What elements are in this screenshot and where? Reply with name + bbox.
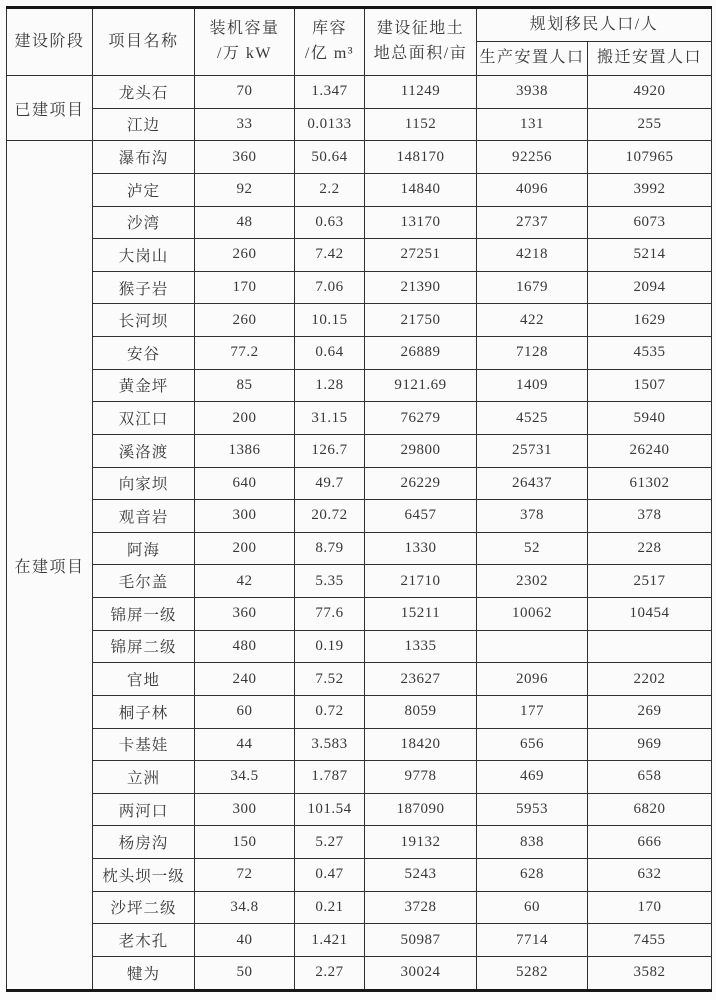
land-cell: 18420 bbox=[365, 728, 477, 761]
production-cell: 4218 bbox=[477, 239, 588, 272]
capacity-cell: 360 bbox=[195, 598, 295, 631]
land-cell: 14840 bbox=[365, 173, 477, 206]
relocation-cell: 107965 bbox=[588, 141, 712, 174]
capacity-cell: 300 bbox=[195, 793, 295, 826]
land-header-line2: 地总面积/亩 bbox=[373, 45, 468, 62]
production-cell: 469 bbox=[477, 761, 588, 794]
project-name-cell: 立洲 bbox=[93, 761, 195, 794]
table-row bbox=[7, 793, 712, 826]
project-name-cell: 锦屏二级 bbox=[93, 630, 195, 663]
stage-cell: 已建项目 bbox=[7, 76, 93, 141]
project-name-cell: 大岗山 bbox=[93, 239, 195, 272]
relocation-cell: 3992 bbox=[588, 173, 712, 206]
relocation-cell: 3582 bbox=[588, 956, 712, 990]
land-cell: 21750 bbox=[365, 304, 477, 337]
relocation-cell: 2517 bbox=[588, 565, 712, 598]
production-cell: 131 bbox=[477, 108, 588, 141]
project-name-cell: 长河坝 bbox=[93, 304, 195, 337]
reservoir-cell: 5.27 bbox=[295, 826, 365, 859]
table-row bbox=[7, 271, 712, 304]
capacity-cell: 48 bbox=[195, 206, 295, 239]
production-cell: 2302 bbox=[477, 565, 588, 598]
project-name-cell: 观音岩 bbox=[93, 500, 195, 533]
project-name-cell: 杨房沟 bbox=[93, 826, 195, 859]
land-cell: 1335 bbox=[365, 630, 477, 663]
reservoir-cell: 3.583 bbox=[295, 728, 365, 761]
project-name-cell: 卡基娃 bbox=[93, 728, 195, 761]
production-cell: 422 bbox=[477, 304, 588, 337]
production-cell: 2737 bbox=[477, 206, 588, 239]
table-body bbox=[7, 76, 712, 991]
col-header-production-population: 生产安置人口 bbox=[477, 42, 588, 76]
land-cell: 29800 bbox=[365, 434, 477, 467]
stage-cell: 在建项目 bbox=[7, 141, 93, 991]
land-cell: 23627 bbox=[365, 663, 477, 696]
land-cell: 21710 bbox=[365, 565, 477, 598]
project-name-cell: 溪洛渡 bbox=[93, 434, 195, 467]
relocation-cell: 10454 bbox=[588, 598, 712, 631]
relocation-cell: 1507 bbox=[588, 369, 712, 402]
project-name-cell: 桐子林 bbox=[93, 695, 195, 728]
capacity-cell: 50 bbox=[195, 956, 295, 990]
table-row bbox=[7, 337, 712, 370]
production-cell: 378 bbox=[477, 500, 588, 533]
reservoir-cell: 0.47 bbox=[295, 859, 365, 892]
capacity-cell: 150 bbox=[195, 826, 295, 859]
land-cell: 27251 bbox=[365, 239, 477, 272]
capacity-header-line2: /万 kW bbox=[216, 45, 273, 62]
table-row bbox=[7, 630, 712, 663]
capacity-cell: 200 bbox=[195, 402, 295, 435]
land-cell: 148170 bbox=[365, 141, 477, 174]
col-header-land-area bbox=[365, 8, 477, 76]
production-cell: 26437 bbox=[477, 467, 588, 500]
capacity-cell: 40 bbox=[195, 924, 295, 957]
reservoir-cell: 7.06 bbox=[295, 271, 365, 304]
table-row bbox=[7, 500, 712, 533]
project-name-cell: 双江口 bbox=[93, 402, 195, 435]
relocation-cell: 658 bbox=[588, 761, 712, 794]
table-row bbox=[7, 173, 712, 206]
header-row-top bbox=[7, 8, 712, 42]
table-row bbox=[7, 663, 712, 696]
relocation-cell: 6073 bbox=[588, 206, 712, 239]
land-cell: 8059 bbox=[365, 695, 477, 728]
project-name-cell: 向家坝 bbox=[93, 467, 195, 500]
capacity-cell: 60 bbox=[195, 695, 295, 728]
table-row bbox=[7, 761, 712, 794]
project-name-cell: 猴子岩 bbox=[93, 271, 195, 304]
relocation-cell: 4920 bbox=[588, 76, 712, 109]
capacity-cell: 480 bbox=[195, 630, 295, 663]
relocation-cell: 632 bbox=[588, 859, 712, 892]
land-cell: 5243 bbox=[365, 859, 477, 892]
project-name-cell: 沙坪二级 bbox=[93, 891, 195, 924]
table-row bbox=[7, 956, 712, 990]
project-name-cell: 沙湾 bbox=[93, 206, 195, 239]
reservoir-cell: 0.21 bbox=[295, 891, 365, 924]
project-name-cell: 安谷 bbox=[93, 337, 195, 370]
capacity-cell: 200 bbox=[195, 532, 295, 565]
relocation-cell: 7455 bbox=[588, 924, 712, 957]
table-row bbox=[7, 108, 712, 141]
project-name-cell: 老木孔 bbox=[93, 924, 195, 957]
table-row bbox=[7, 402, 712, 435]
capacity-cell: 240 bbox=[195, 663, 295, 696]
production-cell: 7714 bbox=[477, 924, 588, 957]
table-row bbox=[7, 76, 712, 109]
production-cell: 5282 bbox=[477, 956, 588, 990]
col-header-project-name: 项目名称 bbox=[93, 8, 195, 76]
relocation-cell bbox=[588, 630, 712, 663]
relocation-cell: 2202 bbox=[588, 663, 712, 696]
capacity-cell: 34.8 bbox=[195, 891, 295, 924]
project-name-cell: 枕头坝一级 bbox=[93, 859, 195, 892]
relocation-cell: 5940 bbox=[588, 402, 712, 435]
reservoir-cell: 1.28 bbox=[295, 369, 365, 402]
production-cell: 1409 bbox=[477, 369, 588, 402]
project-name-cell: 阿海 bbox=[93, 532, 195, 565]
capacity-header-line1: 装机容量 bbox=[209, 20, 280, 38]
production-cell: 628 bbox=[477, 859, 588, 892]
reservoir-cell: 10.15 bbox=[295, 304, 365, 337]
relocation-cell: 26240 bbox=[588, 434, 712, 467]
capacity-cell: 1386 bbox=[195, 434, 295, 467]
capacity-cell: 300 bbox=[195, 500, 295, 533]
table-row bbox=[7, 467, 712, 500]
reservoir-cell: 0.0133 bbox=[295, 108, 365, 141]
reservoir-cell: 1.421 bbox=[295, 924, 365, 957]
reservoir-cell: 7.52 bbox=[295, 663, 365, 696]
project-name-cell: 两河口 bbox=[93, 793, 195, 826]
capacity-cell: 260 bbox=[195, 304, 295, 337]
hydropower-resettlement-table bbox=[6, 6, 712, 992]
capacity-cell: 70 bbox=[195, 76, 295, 109]
production-cell: 7128 bbox=[477, 337, 588, 370]
table-row bbox=[7, 695, 712, 728]
production-cell: 92256 bbox=[477, 141, 588, 174]
capacity-cell: 42 bbox=[195, 565, 295, 598]
land-cell: 21390 bbox=[365, 271, 477, 304]
production-cell: 60 bbox=[477, 891, 588, 924]
reservoir-cell: 50.64 bbox=[295, 141, 365, 174]
reservoir-cell: 0.64 bbox=[295, 337, 365, 370]
table-row bbox=[7, 598, 712, 631]
reservoir-cell: 49.7 bbox=[295, 467, 365, 500]
production-cell: 656 bbox=[477, 728, 588, 761]
relocation-cell: 5214 bbox=[588, 239, 712, 272]
reservoir-cell: 2.27 bbox=[295, 956, 365, 990]
capacity-cell: 260 bbox=[195, 239, 295, 272]
reservoir-cell: 0.63 bbox=[295, 206, 365, 239]
capacity-cell: 34.5 bbox=[195, 761, 295, 794]
land-cell: 26229 bbox=[365, 467, 477, 500]
table-row bbox=[7, 141, 712, 174]
table-row bbox=[7, 565, 712, 598]
project-name-cell: 泸定 bbox=[93, 173, 195, 206]
relocation-cell: 378 bbox=[588, 500, 712, 533]
relocation-cell: 1629 bbox=[588, 304, 712, 337]
capacity-cell: 170 bbox=[195, 271, 295, 304]
col-header-installed-capacity bbox=[195, 8, 295, 76]
table-row bbox=[7, 206, 712, 239]
relocation-cell: 269 bbox=[588, 695, 712, 728]
col-header-stage: 建设阶段 bbox=[7, 8, 93, 76]
col-header-resettlement-group: 规划移民人口/人 bbox=[477, 8, 712, 42]
production-cell: 1679 bbox=[477, 271, 588, 304]
table-header bbox=[7, 8, 712, 76]
project-name-cell: 瀑布沟 bbox=[93, 141, 195, 174]
production-cell: 2096 bbox=[477, 663, 588, 696]
production-cell: 25731 bbox=[477, 434, 588, 467]
relocation-cell: 170 bbox=[588, 891, 712, 924]
production-cell: 3938 bbox=[477, 76, 588, 109]
col-header-reservoir-capacity bbox=[295, 8, 365, 76]
land-cell: 19132 bbox=[365, 826, 477, 859]
land-header-line1: 建设征地土 bbox=[376, 20, 465, 38]
project-name-cell: 龙头石 bbox=[93, 76, 195, 109]
land-cell: 1152 bbox=[365, 108, 477, 141]
table-row bbox=[7, 924, 712, 957]
reservoir-cell: 1.787 bbox=[295, 761, 365, 794]
reservoir-cell: 2.2 bbox=[295, 173, 365, 206]
table-row bbox=[7, 826, 712, 859]
production-cell: 838 bbox=[477, 826, 588, 859]
reservoir-cell: 8.79 bbox=[295, 532, 365, 565]
table-row bbox=[7, 369, 712, 402]
reservoir-header-line1: 库容 bbox=[311, 20, 347, 38]
capacity-cell: 640 bbox=[195, 467, 295, 500]
capacity-cell: 33 bbox=[195, 108, 295, 141]
reservoir-cell: 5.35 bbox=[295, 565, 365, 598]
production-cell: 177 bbox=[477, 695, 588, 728]
land-cell: 76279 bbox=[365, 402, 477, 435]
reservoir-cell: 0.19 bbox=[295, 630, 365, 663]
table-row bbox=[7, 304, 712, 337]
capacity-cell: 85 bbox=[195, 369, 295, 402]
land-cell: 15211 bbox=[365, 598, 477, 631]
table-row bbox=[7, 891, 712, 924]
project-name-cell: 江边 bbox=[93, 108, 195, 141]
relocation-cell: 228 bbox=[588, 532, 712, 565]
land-cell: 50987 bbox=[365, 924, 477, 957]
production-cell: 10062 bbox=[477, 598, 588, 631]
land-cell: 187090 bbox=[365, 793, 477, 826]
reservoir-cell: 20.72 bbox=[295, 500, 365, 533]
table-row bbox=[7, 532, 712, 565]
relocation-cell: 666 bbox=[588, 826, 712, 859]
relocation-cell: 61302 bbox=[588, 467, 712, 500]
col-header-relocation-population: 搬迁安置人口 bbox=[588, 42, 712, 76]
project-name-cell: 毛尔盖 bbox=[93, 565, 195, 598]
table-row bbox=[7, 728, 712, 761]
production-cell: 52 bbox=[477, 532, 588, 565]
land-cell: 13170 bbox=[365, 206, 477, 239]
project-name-cell: 犍为 bbox=[93, 956, 195, 990]
table-row bbox=[7, 859, 712, 892]
capacity-cell: 92 bbox=[195, 173, 295, 206]
reservoir-cell: 0.72 bbox=[295, 695, 365, 728]
relocation-cell: 4535 bbox=[588, 337, 712, 370]
land-cell: 9778 bbox=[365, 761, 477, 794]
table-row bbox=[7, 239, 712, 272]
land-cell: 1330 bbox=[365, 532, 477, 565]
project-name-cell: 锦屏一级 bbox=[93, 598, 195, 631]
land-cell: 26889 bbox=[365, 337, 477, 370]
reservoir-cell: 126.7 bbox=[295, 434, 365, 467]
capacity-cell: 77.2 bbox=[195, 337, 295, 370]
reservoir-cell: 101.54 bbox=[295, 793, 365, 826]
reservoir-cell: 31.15 bbox=[295, 402, 365, 435]
relocation-cell: 6820 bbox=[588, 793, 712, 826]
table-row bbox=[7, 434, 712, 467]
land-cell: 3728 bbox=[365, 891, 477, 924]
relocation-cell: 969 bbox=[588, 728, 712, 761]
capacity-cell: 72 bbox=[195, 859, 295, 892]
capacity-cell: 44 bbox=[195, 728, 295, 761]
land-cell: 11249 bbox=[365, 76, 477, 109]
production-cell bbox=[477, 630, 588, 663]
land-cell: 6457 bbox=[365, 500, 477, 533]
relocation-cell: 255 bbox=[588, 108, 712, 141]
capacity-cell: 360 bbox=[195, 141, 295, 174]
reservoir-cell: 77.6 bbox=[295, 598, 365, 631]
reservoir-header-line2: /亿 m³ bbox=[304, 45, 355, 62]
land-cell: 30024 bbox=[365, 956, 477, 990]
project-name-cell: 官地 bbox=[93, 663, 195, 696]
project-name-cell: 黄金坪 bbox=[93, 369, 195, 402]
land-cell: 9121.69 bbox=[365, 369, 477, 402]
reservoir-cell: 1.347 bbox=[295, 76, 365, 109]
production-cell: 4096 bbox=[477, 173, 588, 206]
relocation-cell: 2094 bbox=[588, 271, 712, 304]
reservoir-cell: 7.42 bbox=[295, 239, 365, 272]
production-cell: 4525 bbox=[477, 402, 588, 435]
production-cell: 5953 bbox=[477, 793, 588, 826]
